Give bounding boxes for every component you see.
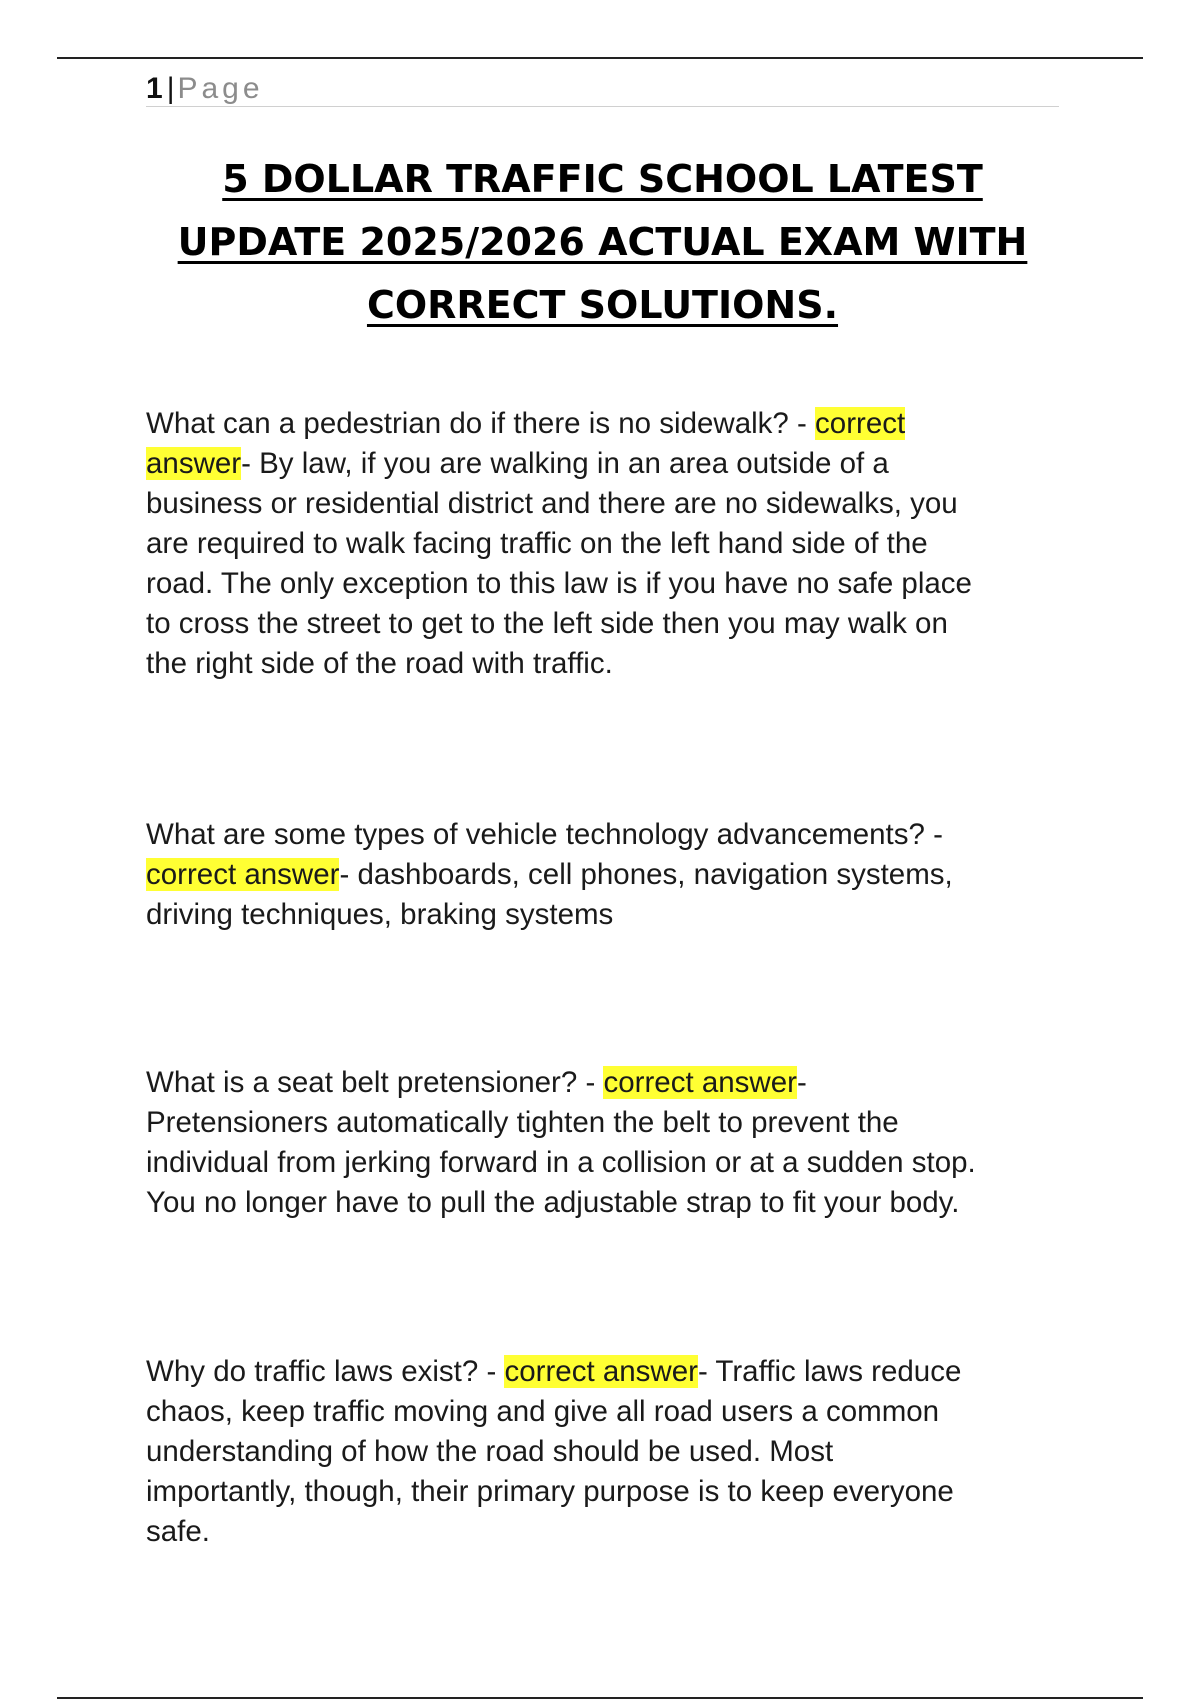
qa-item-traffic-laws <box>146 1352 1076 1552</box>
qa-line: chaos, keep traffic moving and give all road users a common <box>146 1395 940 1428</box>
qa-line: business or residential district and there are no sidewalks, you <box>146 487 958 520</box>
bottom-rule <box>57 1697 1143 1699</box>
qa-line: safe. <box>146 1515 210 1548</box>
page-header <box>146 72 1059 107</box>
qa-line: road. The only exception to this law is if you have no safe place <box>146 567 972 600</box>
qa-line: importantly, though, their primary purpose is to keep everyone <box>146 1475 954 1508</box>
qa-item-pretensioner <box>146 1063 1076 1223</box>
title-line: 5 DOLLAR TRAFFIC SCHOOL LATEST <box>222 157 983 201</box>
qa-line: answer- By law, if you are walking in an area outside of a <box>146 447 889 480</box>
qa-line: understanding of how the road should be used. Most <box>146 1435 834 1468</box>
qa-line: Why do traffic laws exist? - correct answer- Traffic laws reduce <box>146 1355 962 1388</box>
answer-highlight: correct answer <box>603 1066 797 1099</box>
qa-line: are required to walk facing traffic on the left hand side of the <box>146 527 928 560</box>
qa-line: individual from jerking forward in a collision or at a sudden stop. <box>146 1146 976 1179</box>
qa-line: What are some types of vehicle technology advancements? - <box>146 818 943 851</box>
qa-item-vehicle-technology <box>146 815 1076 935</box>
title-line: UPDATE 2025/2026 ACTUAL EXAM WITH <box>177 220 1028 264</box>
qa-line: to cross the street to get to the left side then you may walk on <box>146 607 948 640</box>
page-label: Page <box>177 72 264 105</box>
qa-line: You no longer have to pull the adjustable strap to fit your body. <box>146 1186 960 1219</box>
qa-line: the right side of the road with traffic. <box>146 647 613 680</box>
answer-highlight: correct answer <box>504 1355 698 1388</box>
qa-line: Pretensioners automatically tighten the belt to prevent the <box>146 1106 899 1139</box>
qa-line: driving techniques, braking systems <box>146 898 614 931</box>
page-number: 1 <box>146 72 163 105</box>
qa-line: What is a seat belt pretensioner? - correct answer- <box>146 1066 807 1099</box>
title-line: CORRECT SOLUTIONS. <box>366 283 839 327</box>
qa-line: correct answer- dashboards, cell phones, navigation systems, <box>146 858 953 891</box>
answer-highlight: correct <box>815 407 906 440</box>
qa-item-pedestrian <box>146 404 1076 684</box>
answer-highlight: correct answer <box>146 858 340 891</box>
page-separator: | <box>166 72 175 105</box>
qa-line: What can a pedestrian do if there is no sidewalk? - correct <box>146 407 906 440</box>
answer-highlight: answer <box>146 447 242 480</box>
document-title <box>130 148 1075 337</box>
top-rule <box>57 57 1143 59</box>
